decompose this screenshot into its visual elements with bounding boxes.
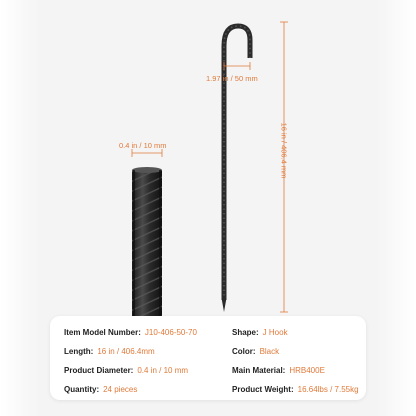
spec-diameter: Product Diameter: 0.4 in / 10 mm — [64, 366, 189, 375]
spec-panel — [50, 316, 366, 400]
spec-shape: Shape: J Hook — [232, 328, 288, 337]
j-hook-stake — [222, 26, 251, 312]
spec-material: Main Material: HRB400E — [232, 366, 325, 375]
spec-weight: Product Weight: 16.64lbs / 7.55kg — [232, 385, 359, 394]
spec-quantity: Quantity: 24 pieces — [64, 385, 138, 394]
hook-width-label: 1.97 in / 50 mm — [206, 74, 258, 83]
rebar-closeup — [132, 167, 162, 318]
spec-length: Length: 16 in / 406.4mm — [64, 347, 155, 356]
spec-color: Color: Black — [232, 347, 280, 356]
diameter-label: 0.4 in / 10 mm — [119, 141, 167, 150]
diameter-dimension-line — [132, 149, 162, 157]
length-label: 16 in / 406.4 mm — [279, 122, 289, 179]
spec-model: Item Model Number: J10-406-50-70 — [64, 328, 197, 337]
hook-width-dimension-line — [224, 62, 250, 70]
